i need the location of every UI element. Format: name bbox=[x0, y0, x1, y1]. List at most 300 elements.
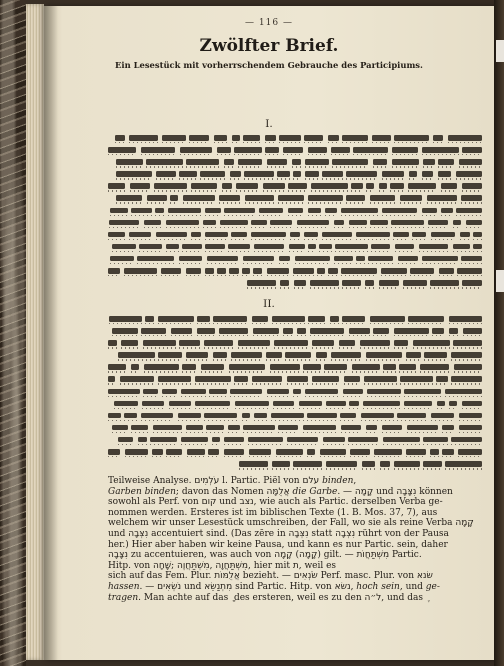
hebrew-word bbox=[270, 220, 292, 226]
hebrew-word bbox=[457, 268, 482, 274]
stacked-page-edges bbox=[26, 4, 44, 660]
analysis-text: ge- bbox=[425, 581, 440, 592]
hebrew-word bbox=[141, 147, 175, 153]
section-heading-one: I. bbox=[265, 118, 273, 130]
hebrew-word bbox=[229, 364, 265, 370]
hebrew-word bbox=[141, 328, 166, 334]
hebrew-line bbox=[108, 265, 482, 277]
hebrew-word bbox=[114, 401, 138, 407]
hebrew-word bbox=[365, 280, 374, 286]
hebrew-word bbox=[400, 376, 433, 382]
analysis-line bbox=[108, 561, 480, 572]
hebrew-word bbox=[360, 340, 390, 346]
hebrew-line bbox=[108, 386, 482, 398]
hebrew-word bbox=[382, 425, 402, 431]
hebrew-word bbox=[331, 147, 350, 153]
hebrew-word bbox=[367, 389, 401, 395]
hebrew-term: נצב bbox=[239, 497, 254, 508]
hebrew-word bbox=[334, 256, 353, 262]
hebrew-word bbox=[427, 195, 457, 201]
hebrew-line bbox=[108, 277, 482, 289]
hebrew-word bbox=[253, 328, 279, 334]
hebrew-word bbox=[322, 232, 352, 238]
analysis-text: sind Partic. Hitp. von bbox=[232, 581, 335, 592]
hebrew-word bbox=[189, 135, 209, 141]
hebrew-word bbox=[319, 244, 332, 250]
analysis-text: des ersteren, weil es zu den bbox=[231, 592, 365, 603]
hebrew-word bbox=[197, 316, 210, 322]
hebrew-word bbox=[219, 195, 240, 201]
hebrew-word bbox=[228, 425, 240, 431]
hebrew-word bbox=[348, 437, 378, 443]
hebrew-word bbox=[252, 376, 282, 382]
hebrew-word bbox=[379, 183, 387, 189]
hebrew-word bbox=[143, 340, 176, 346]
analysis-line bbox=[108, 529, 480, 540]
hebrew-word bbox=[251, 232, 286, 238]
hebrew-word bbox=[363, 401, 400, 407]
hebrew-word bbox=[456, 208, 482, 214]
hebrew-word bbox=[356, 256, 365, 262]
hebrew-word bbox=[144, 364, 179, 370]
hebrew-word bbox=[267, 159, 287, 165]
hebrew-word bbox=[339, 340, 355, 346]
hebrew-word bbox=[393, 232, 409, 238]
hebrew-word bbox=[341, 425, 361, 431]
hebrew-word bbox=[273, 401, 294, 407]
hebrew-word bbox=[265, 135, 276, 141]
hebrew-word bbox=[305, 159, 329, 165]
hebrew-word bbox=[118, 437, 133, 443]
hebrew-term: ת bbox=[292, 560, 299, 571]
hebrew-word bbox=[115, 135, 125, 141]
analysis-text: und bbox=[108, 528, 129, 539]
hebrew-word bbox=[303, 425, 336, 431]
hebrew-line bbox=[108, 144, 482, 156]
hebrew-word bbox=[238, 159, 262, 165]
hebrew-word bbox=[460, 232, 470, 238]
hebrew-word bbox=[231, 232, 247, 238]
hebrew-word bbox=[138, 437, 147, 443]
hebrew-word bbox=[108, 147, 136, 153]
hebrew-word bbox=[166, 220, 199, 226]
hebrew-word bbox=[125, 449, 148, 455]
hebrew-term: מִשְׁתַּחֲוָה bbox=[215, 560, 249, 571]
hebrew-term: שֹׂנְאִים bbox=[293, 571, 318, 582]
hebrew-word bbox=[162, 135, 186, 141]
hebrew-word bbox=[462, 401, 482, 407]
hebrew-word bbox=[186, 268, 201, 274]
hebrew-word bbox=[141, 413, 173, 419]
hebrew-word bbox=[437, 401, 445, 407]
analysis-text: accentuiert sind. (Das zēre in bbox=[148, 528, 289, 539]
hebrew-word bbox=[297, 220, 329, 226]
hebrew-word bbox=[224, 159, 234, 165]
hebrew-word bbox=[144, 220, 161, 226]
hebrew-word bbox=[331, 352, 361, 358]
hebrew-word bbox=[349, 401, 359, 407]
hebrew-word bbox=[179, 171, 197, 177]
hebrew-word bbox=[462, 280, 482, 286]
hebrew-word bbox=[251, 220, 267, 226]
hebrew-word bbox=[381, 268, 407, 274]
analysis-text: Hitp. von bbox=[108, 560, 153, 571]
hebrew-term: נִצָּבָה bbox=[396, 486, 417, 497]
hebrew-word bbox=[267, 389, 289, 395]
hebrew-word bbox=[108, 449, 120, 455]
analysis-text: ; bbox=[171, 560, 178, 571]
hebrew-word bbox=[312, 340, 334, 346]
analysis-text: zu accentuieren, was auch von bbox=[128, 550, 275, 561]
hebrew-term: אֲלֻמָּה bbox=[266, 486, 290, 497]
hebrew-word bbox=[187, 449, 205, 455]
hebrew-word bbox=[156, 232, 187, 238]
hebrew-word bbox=[253, 268, 262, 274]
hebrew-word bbox=[391, 220, 424, 226]
analysis-line bbox=[108, 550, 480, 561]
hebrew-word bbox=[166, 449, 182, 455]
hebrew-word bbox=[442, 449, 454, 455]
bookmark-tab bbox=[496, 40, 504, 62]
hebrew-term: שׂנא bbox=[416, 571, 433, 582]
hebrew-term: קום bbox=[201, 497, 217, 508]
hebrew-word bbox=[108, 376, 115, 382]
hebrew-word bbox=[454, 364, 482, 370]
hebrew-word bbox=[422, 171, 433, 177]
hebrew-word bbox=[161, 268, 181, 274]
hebrew-word bbox=[311, 183, 348, 189]
hebrew-word bbox=[404, 401, 432, 407]
hebrew-word bbox=[219, 328, 248, 334]
hebrew-word bbox=[299, 401, 322, 407]
hebrew-word bbox=[230, 171, 241, 177]
partial-analysis-text bbox=[108, 476, 480, 603]
hebrew-word bbox=[116, 159, 143, 165]
analysis-text: . — bbox=[139, 581, 158, 592]
analysis-text: , bbox=[350, 581, 357, 592]
hebrew-word bbox=[191, 183, 217, 189]
hebrew-word bbox=[448, 135, 482, 141]
hebrew-term: עֹלְמִים bbox=[194, 476, 220, 486]
hebrew-word bbox=[326, 401, 346, 407]
hebrew-word bbox=[451, 352, 482, 358]
hebrew-word bbox=[158, 316, 194, 322]
hebrew-word bbox=[307, 413, 337, 419]
hebrew-word bbox=[254, 244, 284, 250]
hebrew-word bbox=[305, 389, 338, 395]
hebrew-word bbox=[445, 461, 482, 467]
hebrew-word bbox=[214, 135, 227, 141]
hebrew-word bbox=[287, 376, 308, 382]
hebrew-word bbox=[407, 425, 438, 431]
hebrew-line bbox=[108, 217, 482, 229]
hebrew-word bbox=[171, 328, 192, 334]
hebrew-word bbox=[277, 171, 290, 177]
marbled-book-edge bbox=[0, 0, 26, 666]
hebrew-word bbox=[400, 195, 422, 201]
hebrew-word bbox=[247, 280, 276, 286]
analysis-text: bezieht. — bbox=[239, 571, 294, 582]
hebrew-word bbox=[456, 171, 482, 177]
hebrew-word bbox=[158, 352, 182, 358]
hebrew-word bbox=[248, 437, 283, 443]
analysis-text: binden bbox=[322, 476, 354, 486]
hebrew-word bbox=[335, 244, 368, 250]
hebrew-word bbox=[131, 364, 139, 370]
hebrew-word bbox=[394, 340, 408, 346]
analysis-text: Perf. masc. Plur. von bbox=[317, 571, 417, 582]
analysis-text: , wie auch als Partic. derselben Verba ge- bbox=[253, 497, 443, 508]
hebrew-term: מִתְנַשֵּׂא bbox=[204, 581, 233, 592]
hebrew-word bbox=[453, 220, 461, 226]
hebrew-word bbox=[230, 389, 262, 395]
hebrew-word bbox=[150, 437, 177, 443]
analysis-text: . Man achte auf das bbox=[138, 592, 232, 603]
hebrew-line bbox=[108, 410, 482, 422]
hebrew-word bbox=[328, 268, 338, 274]
hebrew-word bbox=[224, 437, 244, 443]
hebrew-word bbox=[307, 449, 315, 455]
hebrew-word bbox=[272, 461, 290, 467]
hebrew-word bbox=[213, 316, 247, 322]
hebrew-word bbox=[462, 147, 482, 153]
hebrew-word bbox=[205, 232, 228, 238]
hebrew-word bbox=[158, 376, 191, 382]
hebrew-word bbox=[459, 425, 482, 431]
hebrew-line bbox=[108, 156, 482, 168]
hebrew-word bbox=[108, 413, 121, 419]
hebrew-word bbox=[285, 352, 311, 358]
analysis-text: her.) Hier aber haben wir keine Pausa, und kann es nur Partic. sein, daher bbox=[108, 539, 448, 550]
hebrew-word bbox=[341, 268, 377, 274]
hebrew-word bbox=[449, 401, 457, 407]
hebrew-term: נֹשְׂאִים bbox=[157, 581, 182, 592]
hebrew-word bbox=[383, 437, 420, 443]
analysis-text: Teilweise Analyse. bbox=[108, 476, 195, 486]
hebrew-word bbox=[278, 425, 298, 431]
hebrew-word bbox=[180, 147, 212, 153]
hebrew-word bbox=[186, 159, 219, 165]
hebrew-word bbox=[316, 352, 327, 358]
hebrew-word bbox=[370, 316, 405, 322]
hebrew-word bbox=[129, 135, 158, 141]
hebrew-term: נִצְּבָה bbox=[288, 528, 309, 539]
hebrew-word bbox=[182, 244, 202, 250]
hebrew-word bbox=[139, 244, 162, 250]
hebrew-word bbox=[366, 425, 377, 431]
hebrew-term: נשׂא bbox=[334, 581, 351, 592]
hebrew-word bbox=[294, 280, 306, 286]
hebrew-word bbox=[451, 376, 482, 382]
hebrew-word bbox=[145, 316, 154, 322]
hebrew-line bbox=[108, 361, 482, 373]
hebrew-word bbox=[108, 340, 117, 346]
hebrew-word bbox=[404, 389, 441, 395]
hebrew-word bbox=[328, 135, 339, 141]
hebrew-word bbox=[332, 159, 368, 165]
analysis-text: sowohl als Perf. von bbox=[108, 497, 202, 508]
hebrew-word bbox=[232, 135, 240, 141]
hebrew-word bbox=[473, 244, 482, 250]
hebrew-word bbox=[428, 220, 448, 226]
hebrew-word bbox=[147, 195, 167, 201]
hebrew-word bbox=[116, 171, 152, 177]
hebrew-word bbox=[207, 256, 238, 262]
book-page bbox=[44, 6, 494, 660]
hebrew-term: ל״ה bbox=[364, 592, 382, 603]
hebrew-word bbox=[242, 413, 250, 419]
analysis-text: Garben binden bbox=[108, 486, 176, 497]
hebrew-word bbox=[341, 208, 378, 214]
hebrew-word bbox=[323, 437, 345, 443]
hebrew-word bbox=[461, 256, 482, 262]
hebrew-word bbox=[220, 220, 248, 226]
hebrew-word bbox=[280, 280, 289, 286]
hebrew-word bbox=[222, 183, 232, 189]
bookmark-tab bbox=[496, 270, 504, 292]
analysis-text: . — bbox=[337, 486, 355, 497]
hebrew-word bbox=[466, 220, 482, 226]
hebrew-passage-two bbox=[108, 313, 482, 470]
hebrew-word bbox=[308, 316, 325, 322]
hebrew-word bbox=[245, 195, 274, 201]
hebrew-line bbox=[108, 168, 482, 180]
hebrew-word bbox=[431, 232, 455, 238]
hebrew-line bbox=[108, 422, 482, 434]
hebrew-word bbox=[112, 328, 138, 334]
hebrew-word bbox=[170, 195, 178, 201]
hebrew-word bbox=[304, 135, 323, 141]
hebrew-word bbox=[288, 183, 307, 189]
hebrew-word bbox=[112, 425, 128, 431]
hebrew-word bbox=[197, 328, 215, 334]
hebrew-word bbox=[120, 376, 154, 382]
hebrew-term: קָמָה bbox=[298, 550, 318, 561]
hebrew-word bbox=[423, 437, 448, 443]
hebrew-word bbox=[394, 135, 429, 141]
hebrew-word bbox=[398, 256, 418, 262]
hebrew-word bbox=[390, 183, 404, 189]
hebrew-word bbox=[392, 147, 418, 153]
hebrew-term: נִצְבָה bbox=[335, 528, 356, 539]
hebrew-word bbox=[438, 171, 451, 177]
hebrew-word bbox=[351, 183, 363, 189]
hebrew-word bbox=[279, 256, 290, 262]
analysis-text: ( bbox=[292, 550, 299, 561]
hebrew-word bbox=[239, 461, 268, 467]
hebrew-word bbox=[451, 437, 482, 443]
hebrew-word bbox=[473, 232, 482, 238]
hebrew-word bbox=[244, 171, 274, 177]
hebrew-word bbox=[266, 352, 282, 358]
hebrew-term: נִצָּבָה bbox=[108, 550, 129, 561]
hebrew-word bbox=[228, 244, 250, 250]
hebrew-word bbox=[463, 328, 482, 334]
hebrew-word bbox=[276, 449, 303, 455]
hebrew-word bbox=[408, 316, 444, 322]
hebrew-word bbox=[229, 268, 239, 274]
hebrew-word bbox=[403, 280, 427, 286]
hebrew-line bbox=[108, 205, 482, 217]
hebrew-word bbox=[368, 256, 393, 262]
hebrew-word bbox=[249, 449, 271, 455]
hebrew-word bbox=[288, 208, 303, 214]
hebrew-word bbox=[308, 208, 321, 214]
hebrew-word bbox=[317, 268, 325, 274]
hebrew-word bbox=[423, 159, 435, 165]
hebrew-word bbox=[406, 449, 426, 455]
hebrew-word bbox=[108, 389, 140, 395]
analysis-text: hoch sein bbox=[356, 581, 400, 592]
hebrew-word bbox=[292, 159, 301, 165]
hebrew-word bbox=[169, 401, 191, 407]
hebrew-word bbox=[183, 195, 215, 201]
hebrew-word bbox=[153, 425, 182, 431]
hebrew-word bbox=[156, 171, 176, 177]
hebrew-word bbox=[278, 195, 304, 201]
analysis-line bbox=[108, 593, 480, 604]
hebrew-word bbox=[224, 208, 255, 214]
analysis-text: welchem wir unser Lesestück umschreiben, der Fall, wo sie als reine Verba bbox=[108, 518, 456, 529]
hebrew-term: קָמָה bbox=[274, 550, 293, 561]
hebrew-word bbox=[224, 449, 244, 455]
hebrew-word bbox=[310, 280, 339, 286]
hebrew-word bbox=[424, 352, 447, 358]
analysis-text: , bbox=[209, 560, 216, 571]
hebrew-line bbox=[108, 458, 482, 470]
hebrew-word bbox=[409, 171, 417, 177]
hebrew-term: עלם bbox=[302, 476, 320, 486]
hebrew-word bbox=[394, 328, 429, 334]
hebrew-word bbox=[179, 256, 202, 262]
hebrew-word bbox=[320, 449, 346, 455]
letter-subtitle: Ein Lesestück mit vorherrschendem Gebrauche des Participiums. bbox=[115, 60, 423, 70]
page-number: — 116 — bbox=[245, 18, 293, 28]
hebrew-word bbox=[295, 256, 330, 262]
analysis-line bbox=[108, 476, 480, 487]
hebrew-word bbox=[208, 449, 219, 455]
hebrew-word bbox=[461, 195, 482, 201]
hebrew-word bbox=[283, 147, 303, 153]
hebrew-word bbox=[130, 183, 150, 189]
hebrew-word bbox=[191, 232, 201, 238]
hebrew-word bbox=[213, 352, 227, 358]
hebrew-word bbox=[137, 256, 174, 262]
hebrew-word bbox=[462, 183, 482, 189]
hebrew-word bbox=[374, 449, 402, 455]
hebrew-word bbox=[254, 413, 267, 419]
hebrew-word bbox=[146, 159, 183, 165]
hebrew-word bbox=[124, 268, 157, 274]
analysis-text: ; davon das Nomen bbox=[175, 486, 267, 497]
analysis-text: statt bbox=[308, 528, 336, 539]
hebrew-word bbox=[438, 159, 454, 165]
hebrew-term: מִשְׁתַּחֲוֹת bbox=[356, 550, 390, 561]
hebrew-word bbox=[371, 244, 390, 250]
hebrew-word bbox=[195, 401, 230, 407]
hebrew-word bbox=[131, 208, 152, 214]
analysis-line bbox=[108, 518, 480, 529]
hebrew-word bbox=[110, 256, 134, 262]
hebrew-line bbox=[108, 349, 482, 361]
hebrew-word bbox=[349, 220, 367, 226]
hebrew-word bbox=[449, 316, 482, 322]
hebrew-word bbox=[205, 208, 221, 214]
hebrew-word bbox=[342, 135, 368, 141]
hebrew-word bbox=[420, 364, 449, 370]
hebrew-word bbox=[412, 232, 426, 238]
hebrew-term: אֲלֻמּוֹת bbox=[214, 571, 240, 582]
